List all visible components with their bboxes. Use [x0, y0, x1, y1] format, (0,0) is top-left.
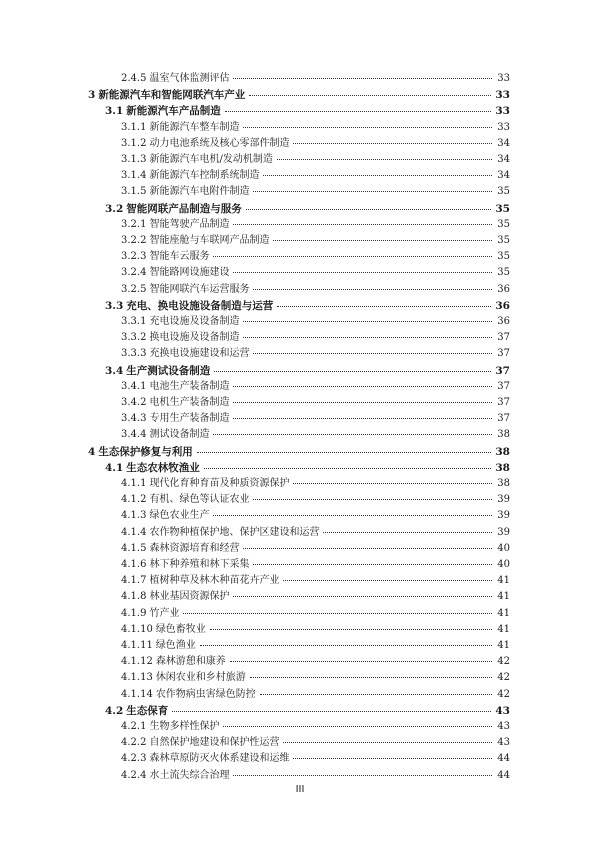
- toc-entry-page: 37: [497, 348, 510, 360]
- toc-entry-page: 36: [497, 316, 510, 327]
- toc-entry[interactable]: [121, 347, 510, 361]
- toc-entry-title: 森林资源培育和经营: [149, 542, 240, 554]
- toc-entry-title: 森林草原防灭火体系建设和运维: [149, 753, 290, 765]
- dot-leader: [323, 532, 492, 533]
- toc-entry[interactable]: [105, 704, 510, 718]
- toc-entry-number: 4.2.3: [121, 753, 147, 765]
- toc-entry-title: 有机、绿色等认证农业: [149, 494, 250, 506]
- toc-entry-title: 智能网联产品制造与服务: [126, 202, 242, 215]
- toc-entry[interactable]: [121, 234, 510, 248]
- toc-entry-page: 44: [497, 769, 510, 781]
- toc-entry-number: 3.1.2: [121, 137, 147, 149]
- dot-leader: [233, 78, 492, 79]
- dot-leader: [243, 321, 492, 322]
- toc-entry-number: 3.2.3: [121, 251, 147, 263]
- dot-leader: [233, 418, 492, 419]
- toc-entry[interactable]: [121, 574, 510, 588]
- toc-entry-page: 35: [497, 218, 510, 230]
- toc-entry[interactable]: [121, 331, 510, 345]
- toc-entry-page: 35: [497, 267, 510, 279]
- toc-entry-page: 36: [497, 283, 510, 295]
- toc-entry-number: 3.1.5: [121, 186, 147, 198]
- toc-entry-number: 3.2.2: [121, 235, 147, 246]
- toc-entry-number: 4.1.8: [121, 591, 147, 603]
- toc-entry[interactable]: [121, 590, 510, 604]
- toc-entry-number: 4.1.11: [121, 640, 153, 651]
- dot-leader: [197, 452, 492, 453]
- toc-entry[interactable]: [121, 607, 510, 621]
- toc-entry[interactable]: [121, 720, 510, 734]
- toc-entry-title: 农作物病虫害绿色防控: [155, 688, 256, 700]
- toc-entry-page: 35: [497, 235, 510, 246]
- toc-entry[interactable]: [88, 445, 510, 459]
- toc-entry[interactable]: [121, 639, 510, 653]
- toc-entry-page: 40: [497, 559, 510, 570]
- toc-entry[interactable]: [121, 380, 510, 394]
- toc-entry-title: 绿色畜牧业: [155, 623, 206, 635]
- toc-entry-page: 33: [497, 121, 510, 133]
- dot-leader: [243, 548, 492, 549]
- toc-entry-page: 43: [497, 721, 510, 732]
- toc-entry-number: 3.1: [105, 105, 124, 118]
- toc-entry[interactable]: [121, 752, 510, 766]
- dot-leader: [172, 711, 491, 712]
- toc-entry-number: 4.1.14: [121, 688, 153, 700]
- toc-entry[interactable]: [105, 461, 510, 475]
- toc-entry-number: 4.1.9: [121, 607, 147, 619]
- toc-entry-number: 4.1.3: [121, 510, 147, 522]
- toc-entry-number: 3.4.3: [121, 413, 147, 425]
- dot-leader: [233, 386, 492, 387]
- toc-entry-page: 34: [497, 154, 510, 165]
- toc-entry-number: 4.1.6: [121, 559, 147, 570]
- toc-entry-title: 电机生产装备制造: [149, 397, 230, 408]
- toc-entry-title: 充电设施及设备制造: [149, 316, 240, 327]
- toc-entry[interactable]: [121, 542, 510, 556]
- toc-entry[interactable]: [121, 283, 510, 297]
- toc-entry[interactable]: [121, 185, 510, 199]
- toc-entry-title: 生态保护修复与利用: [98, 445, 193, 458]
- toc-entry-number: 2.4.5: [121, 73, 147, 84]
- toc-entry-title: 专用生产装备制造: [149, 413, 230, 425]
- toc-entry-page: 34: [497, 137, 510, 149]
- toc-entry[interactable]: [121, 396, 510, 410]
- toc-entry-number: 3.2.4: [121, 267, 147, 279]
- toc-entry-number: 3.3: [105, 299, 124, 312]
- toc-entry-page: 41: [497, 607, 510, 619]
- toc-entry-page: 43: [497, 737, 510, 749]
- toc-entry-page: 39: [497, 526, 510, 538]
- toc-entry-title: 智能网联汽车运营服务: [149, 283, 250, 295]
- toc-entry-number: 3.3.1: [121, 316, 147, 327]
- toc-entry-number: 3.1.4: [121, 170, 147, 182]
- toc-entry[interactable]: [121, 137, 510, 151]
- toc-entry-number: 4.1.4: [121, 526, 147, 538]
- toc-entry-title: 森林游憩和康养: [155, 656, 226, 668]
- toc-entry-page: 42: [497, 688, 510, 700]
- dot-leader: [183, 613, 492, 614]
- toc-entry[interactable]: [121, 509, 510, 523]
- dot-leader: [253, 353, 492, 354]
- dot-leader: [293, 758, 492, 759]
- dot-leader: [260, 694, 492, 695]
- toc-entry[interactable]: [121, 671, 510, 685]
- toc-entry-title: 智能路网设施建设: [149, 267, 230, 279]
- toc-entry-number: 4.1.1: [121, 478, 147, 489]
- toc-entry-title: 生态农林牧渔业: [126, 461, 200, 474]
- toc-entry-number: 3.2.5: [121, 283, 147, 295]
- toc-entry-title: 休闲农业和乡村旅游: [155, 672, 246, 684]
- toc-entry-number: 4.1.7: [121, 575, 147, 587]
- toc-entry-title: 生态保育: [126, 704, 169, 717]
- toc-entry-page: 42: [497, 672, 510, 684]
- toc-entry[interactable]: [121, 266, 510, 280]
- dot-leader: [233, 272, 492, 273]
- toc-entry-title: 新能源汽车电机/发动机制造: [149, 154, 273, 165]
- toc-entry-title: 智能车云服务: [149, 251, 210, 263]
- toc-entry-page: 42: [497, 656, 510, 668]
- toc-entry-page: 39: [497, 510, 510, 522]
- toc-entry-number: 3.3.2: [121, 332, 147, 344]
- toc-entry-page: 35: [497, 186, 510, 198]
- toc-entry-title: 充换电设施建设和运营: [149, 348, 250, 360]
- dot-leader: [243, 337, 492, 338]
- dot-leader: [277, 159, 492, 160]
- dot-leader: [246, 209, 492, 210]
- toc-entry-title: 竹产业: [149, 607, 180, 619]
- toc-entry-page: 41: [497, 591, 510, 603]
- toc-entry[interactable]: [121, 72, 510, 86]
- toc-entry[interactable]: [105, 364, 510, 378]
- toc-entry-page: 38: [497, 429, 510, 441]
- dot-leader: [293, 483, 492, 484]
- toc-entry-title: 农作物种植保护地、保护区建设和运营: [149, 526, 320, 538]
- toc-entry-title: 现代化育种育苗及种质资源保护: [149, 478, 290, 489]
- dot-leader: [253, 289, 492, 290]
- dot-leader: [277, 306, 491, 307]
- toc-entry-number: 4.1.2: [121, 494, 147, 506]
- toc-entry[interactable]: [121, 558, 510, 572]
- dot-leader: [225, 111, 492, 112]
- toc-entry-page: 33: [497, 73, 510, 84]
- toc-entry-number: 4.2.1: [121, 721, 147, 732]
- toc-entry-title: 动力电池系统及核心零部件制造: [149, 137, 290, 149]
- toc-entry-title: 测试设备制造: [149, 429, 210, 441]
- toc-entry-number: 4.1.10: [121, 623, 153, 635]
- toc-entry[interactable]: [121, 121, 510, 135]
- toc-entry-title: 新能源汽车电附件制造: [149, 186, 250, 198]
- dot-leader: [233, 224, 492, 225]
- toc-entry-title: 电池生产装备制造: [149, 380, 230, 392]
- dot-leader: [210, 629, 492, 630]
- toc-entry-title: 温室气体监测评估: [149, 73, 230, 84]
- toc-entry-number: 3.4.1: [121, 380, 147, 392]
- toc-entry-title: 绿色农业生产: [149, 510, 210, 522]
- dot-leader: [263, 175, 492, 176]
- dot-leader: [283, 742, 492, 743]
- dot-leader: [223, 726, 492, 727]
- dot-leader: [230, 661, 492, 662]
- toc-entry[interactable]: [121, 250, 510, 264]
- toc-entry-number: 4.2: [105, 704, 124, 717]
- toc-entry-number: 3.3.3: [121, 348, 147, 360]
- toc-entry-number: 4.2.2: [121, 737, 147, 749]
- toc-entry-page: 41: [497, 575, 510, 587]
- toc-entry[interactable]: [121, 493, 510, 507]
- dot-leader: [200, 645, 492, 646]
- toc-entry[interactable]: [121, 655, 510, 669]
- page-number: III: [295, 784, 305, 795]
- toc-entry-page: 41: [497, 640, 510, 651]
- toc-entry-page: 37: [497, 380, 510, 392]
- toc-entry-number: 3.4: [105, 364, 124, 377]
- toc-entry-number: 3.1.3: [121, 154, 147, 165]
- dot-leader: [233, 775, 492, 776]
- toc-entry[interactable]: [121, 526, 510, 540]
- toc-entry-page: 34: [497, 170, 510, 182]
- dot-leader: [250, 677, 492, 678]
- toc-entry-title: 水土流失综合治理: [149, 769, 230, 781]
- toc-entry[interactable]: [121, 623, 510, 637]
- dot-leader: [253, 191, 492, 192]
- toc-entry-title: 新能源汽车整车制造: [149, 121, 240, 133]
- toc-entry-page: 33: [495, 89, 510, 102]
- dot-leader: [253, 499, 492, 500]
- toc-entry-number: 3: [88, 89, 96, 102]
- toc-entry-number: 4.1: [105, 461, 124, 474]
- toc-entry-page: 36: [495, 299, 510, 312]
- toc-entry[interactable]: [105, 299, 510, 313]
- toc-entry-title: 换电设施及设备制造: [149, 332, 240, 344]
- toc-entry-title: 充电、换电设施设备制造与运营: [126, 299, 274, 312]
- dot-leader: [233, 402, 492, 403]
- toc-entry[interactable]: [105, 202, 510, 216]
- dot-leader: [213, 434, 492, 435]
- toc-entry-page: 35: [495, 202, 510, 215]
- toc-entry-number: 4: [88, 445, 96, 458]
- toc-entry-title: 绿色渔业: [155, 640, 196, 651]
- toc-entry-title: 智能驾驶产品制造: [149, 218, 230, 230]
- toc-entry-number: 3.2.1: [121, 218, 147, 230]
- toc-entry-page: 43: [495, 704, 510, 717]
- toc-entry-page: 39: [497, 494, 510, 506]
- toc-entry-page: 37: [497, 413, 510, 425]
- toc-entry[interactable]: [121, 736, 510, 750]
- toc-entry[interactable]: [121, 315, 510, 329]
- toc-entry-number: 4.2.4: [121, 769, 147, 781]
- toc-entry[interactable]: [105, 104, 510, 118]
- toc-entry-page: 37: [497, 397, 510, 408]
- toc-entry-page: 40: [497, 542, 510, 554]
- toc-entry-number: 3.1.1: [121, 121, 147, 133]
- dot-leader: [273, 240, 492, 241]
- toc-entry[interactable]: [88, 88, 510, 102]
- toc-entry-number: 4.1.13: [121, 672, 153, 684]
- toc-entry[interactable]: [121, 428, 510, 442]
- toc-entry-page: 38: [495, 461, 510, 474]
- toc-entry-page: 35: [497, 251, 510, 263]
- dot-leader: [249, 95, 491, 96]
- toc-entry-title: 生产测试设备制造: [126, 364, 211, 377]
- toc-entry-page: 41: [497, 623, 510, 635]
- toc-entry[interactable]: [121, 688, 510, 702]
- toc-entry-number: 4.1.12: [121, 656, 153, 668]
- toc-entry-title: 自然保护地建设和保护性运营: [149, 737, 280, 749]
- toc-entry-page: 38: [497, 478, 510, 489]
- dot-leader: [204, 468, 492, 469]
- dot-leader: [213, 515, 492, 516]
- toc-entry-number: 4.1.5: [121, 542, 147, 554]
- toc-entry-page: 44: [497, 753, 510, 765]
- toc-entry-page: 33: [495, 105, 510, 118]
- dot-leader: [213, 256, 492, 257]
- dot-leader: [214, 371, 491, 372]
- toc-entry[interactable]: [121, 477, 510, 491]
- dot-leader: [253, 564, 492, 565]
- toc-entry-number: 3.4.2: [121, 397, 147, 408]
- toc-entry-title: 新能源汽车控制系统制造: [149, 170, 260, 182]
- toc-entry-title: 智能座舱与车联网产品制造: [149, 235, 270, 246]
- toc-entry-page: 38: [495, 445, 510, 458]
- toc-entry-page: 37: [497, 332, 510, 344]
- toc-entry-number: 3.2: [105, 202, 124, 215]
- toc-entry-title: 新能源汽车产品制造: [126, 105, 221, 118]
- toc-entry-page: 37: [495, 364, 510, 377]
- dot-leader: [233, 596, 492, 597]
- toc-entry-number: 3.4.4: [121, 429, 147, 441]
- toc-entry-title: 植树种草及林木种苗花卉产业: [149, 575, 280, 587]
- toc-entry[interactable]: [121, 412, 510, 426]
- toc-entry[interactable]: [121, 153, 510, 167]
- toc-entry-title: 林业基因资源保护: [149, 591, 230, 603]
- toc-entry[interactable]: [121, 218, 510, 232]
- dot-leader: [243, 127, 492, 128]
- toc-entry-title: 林下种养殖和林下采集: [149, 559, 250, 570]
- dot-leader: [283, 580, 492, 581]
- toc-entry[interactable]: [121, 169, 510, 183]
- toc-entry[interactable]: [121, 769, 510, 783]
- toc-entry-title: 新能源汽车和智能网联汽车产业: [98, 89, 246, 102]
- toc-entry-title: 生物多样性保护: [149, 721, 220, 732]
- dot-leader: [293, 143, 492, 144]
